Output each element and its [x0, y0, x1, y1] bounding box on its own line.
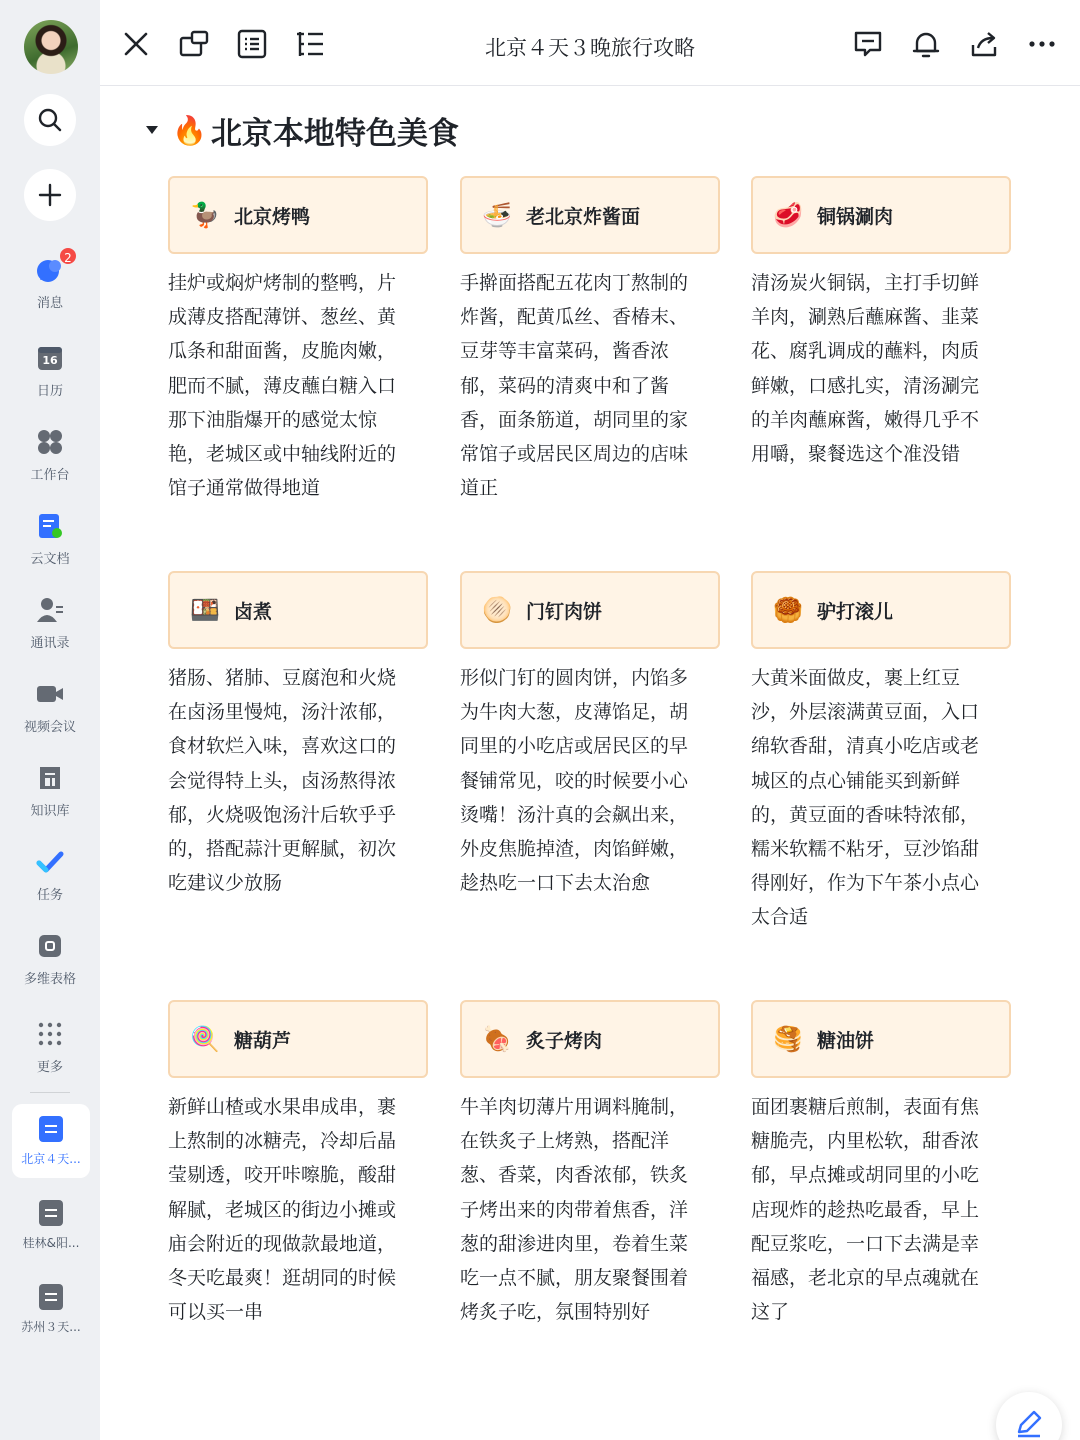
food-emoji-icon: 🥩 [773, 201, 803, 229]
food-description [168, 661, 418, 900]
food-card-header [168, 176, 428, 254]
description-line: 糖脆壳，内里松软，甜香浓 [751, 1130, 980, 1153]
close-button[interactable] [120, 28, 152, 60]
description-line: 沙，外层滚满黄豆面，入口 [751, 701, 980, 724]
description-line: 食材软烂入味，喜欢这口的 [168, 735, 397, 758]
food-card-header [751, 571, 1011, 649]
description-line: 子烤出来的肉带着焦香，洋 [460, 1198, 689, 1221]
description-line: 新鲜山楂或水果串成串，裹 [168, 1096, 397, 1118]
description-line: 这了 [751, 1301, 790, 1324]
description-line: 烤炙子吃，氛围特别好 [460, 1301, 651, 1324]
base-table-icon [36, 932, 64, 960]
food-card [168, 1000, 428, 1329]
description-line: 冬天吃最爽！逛胡同的时候 [168, 1267, 397, 1290]
description-line: 馆子通常做得地道 [168, 477, 321, 500]
outline-icon [295, 29, 325, 59]
food-card [460, 176, 720, 505]
description-line: 餐铺常见，咬的时候要小心 [460, 769, 689, 792]
description-line: 大黄米面做皮，裹上红豆 [751, 667, 961, 689]
food-card-header [460, 571, 720, 649]
workbench-icon [36, 428, 64, 456]
nav-item-calendar[interactable] [0, 340, 100, 410]
contacts-icon [36, 596, 64, 624]
food-emoji-icon: 🍱 [190, 596, 220, 624]
recent-doc-guilin[interactable] [12, 1188, 90, 1262]
description-line: 清汤炭火铜锅，主打手切鲜 [751, 272, 980, 294]
document-title: 北京４天３晚旅行攻略 [485, 36, 695, 60]
collapse-caret-icon[interactable] [146, 126, 158, 134]
close-icon [123, 31, 149, 57]
description-line: 猪肠、猪肺、豆腐泡和火烧 [168, 667, 397, 689]
bell-icon [911, 29, 941, 59]
food-card [751, 176, 1011, 471]
description-line: 店现炸的趁热吃最香，早上 [751, 1198, 980, 1221]
food-description [751, 266, 1001, 471]
food-emoji-icon: 🥞 [773, 1025, 803, 1053]
description-line: 常馆子或居民区周边的店味 [460, 443, 689, 466]
food-emoji-icon: 🍭 [190, 1025, 220, 1053]
search-icon [37, 107, 63, 133]
doc-icon [39, 1116, 63, 1142]
description-line: 炸酱，配黄瓜丝、香椿末、 [460, 306, 689, 329]
description-line: 花、腐乳调成的蘸料，肉质 [751, 340, 980, 363]
more-grid-icon [36, 1020, 64, 1048]
description-line: 外皮焦脆掉渣，肉馅鲜嫩， [460, 838, 689, 861]
food-name: 门钉肉饼 [526, 600, 603, 623]
message-icon [36, 251, 72, 284]
description-line: 的，搭配蒜汁更解腻，初次 [168, 838, 397, 861]
nav-label: 日历 [36, 384, 63, 399]
sidebar-divider [30, 1092, 70, 1093]
description-line: 吃建议少放肠 [168, 872, 283, 895]
description-line: 手擀面搭配五花肉丁熬制的 [460, 272, 689, 294]
description-line: 豆芽等丰富菜码，酱香浓 [460, 340, 670, 363]
window-switch-button[interactable] [178, 28, 210, 60]
food-card [460, 1000, 720, 1329]
nav-label: 知识库 [30, 804, 70, 819]
description-line: 可以买一串 [168, 1301, 264, 1324]
food-name: 老北京炸酱面 [526, 205, 641, 228]
nav-item-base-table[interactable] [0, 928, 100, 998]
description-line: 得刚好，作为下午茶小点心 [751, 872, 980, 895]
nav-label: 消息 [36, 296, 63, 311]
food-card [751, 1000, 1011, 1329]
food-name: 糖葫芦 [234, 1029, 292, 1052]
doc-label: 桂林&阳... [22, 1236, 80, 1250]
food-emoji-icon: 🍖 [482, 1025, 512, 1053]
description-line: 为牛肉大葱，皮薄馅足，胡 [460, 701, 689, 724]
food-description [168, 266, 418, 505]
nav-item-contacts[interactable] [0, 592, 100, 662]
video-meeting-icon [36, 680, 64, 708]
description-line: 绵软香甜，清真小吃店或老 [751, 735, 980, 758]
fire-icon: 🔥 [172, 113, 207, 147]
outline-button[interactable] [294, 28, 326, 60]
description-line: 葱的甜渗进肉里，卷着生菜 [460, 1232, 689, 1255]
knowledge-base-icon [36, 764, 64, 792]
description-line: 的羊肉蘸麻酱，嫩得几乎不 [751, 408, 980, 431]
list-icon [237, 29, 267, 59]
description-line: 道正 [460, 477, 499, 500]
plus-icon [37, 182, 63, 208]
description-line: 上熬制的冰糖壳，冷却后晶 [168, 1130, 397, 1153]
notifications-button[interactable] [910, 28, 942, 60]
cloud-doc-icon [36, 512, 64, 540]
food-emoji-icon: 🍜 [482, 201, 512, 229]
description-line: 会觉得特上头，卤汤熬得浓 [168, 769, 397, 792]
nav-item-messages[interactable] [0, 252, 100, 322]
food-name: 卤煮 [234, 600, 273, 623]
food-card-header [751, 176, 1011, 254]
doc-label: 苏州３天... [21, 1320, 81, 1334]
food-name: 驴打滚儿 [817, 600, 894, 623]
nav-item-workbench[interactable] [0, 424, 100, 494]
description-line: 成薄皮搭配薄饼、葱丝、黄 [168, 306, 397, 329]
more-button[interactable] [1026, 28, 1058, 60]
unread-badge: 2 [58, 246, 78, 266]
calendar-icon [36, 344, 64, 372]
nav-item-cloud-docs[interactable] [0, 508, 100, 578]
nav-label: 视频会议 [23, 720, 76, 735]
description-line: 郁，菜码的清爽中和了酱 [460, 374, 670, 397]
description-line: 烫嘴！汤汁真的会飙出来， [460, 803, 689, 826]
calendar-day: 16 [42, 354, 58, 367]
food-card-header [460, 1000, 720, 1078]
description-line: 面团裹糖后煎制，表面有焦 [751, 1096, 980, 1118]
description-line: 瓜条和甜面酱，皮脆肉嫩， [168, 340, 397, 363]
description-line: 在铁炙子上烤熟，搭配洋 [460, 1130, 670, 1153]
description-line: 艳，老城区或中轴线附近的 [168, 443, 397, 466]
description-line: 趁热吃一口下去太治愈 [460, 872, 651, 895]
description-line: 解腻，老城区的街边小摊或 [168, 1198, 397, 1221]
description-line: 同里的小吃店或居民区的早 [460, 735, 689, 758]
food-description [751, 1090, 1001, 1329]
food-name: 铜锅涮肉 [817, 205, 894, 228]
description-line: 吃一点不腻，朋友聚餐围着 [460, 1267, 689, 1290]
food-emoji-icon: 🦆 [190, 201, 220, 229]
pencil-icon [1014, 1408, 1044, 1438]
description-line: 肥而不腻，薄皮蘸白糖入口 [168, 374, 397, 397]
food-card [168, 571, 428, 900]
nav-label: 工作台 [30, 468, 70, 483]
edit-button[interactable] [996, 1392, 1062, 1440]
food-name: 炙子烤肉 [526, 1029, 603, 1052]
food-description [460, 661, 710, 900]
description-line: 用嚼，聚餐选这个准没错 [751, 443, 961, 466]
description-line: 庙会附近的现做款最地道， [168, 1232, 397, 1255]
share-icon [969, 29, 999, 59]
comments-button[interactable] [852, 28, 884, 60]
description-line: 葱、香菜，肉香浓郁，铁炙 [460, 1164, 689, 1187]
food-emoji-icon: 🫓 [482, 596, 512, 624]
food-card [751, 571, 1011, 935]
nav-item-video-meeting[interactable] [0, 676, 100, 746]
food-description [460, 1090, 710, 1329]
doc-icon [39, 1284, 63, 1310]
nav-label: 通讯录 [30, 636, 70, 651]
more-horizontal-icon [1027, 29, 1057, 59]
food-card [460, 571, 720, 900]
recent-doc-beijing[interactable] [12, 1104, 90, 1178]
search-button[interactable] [24, 94, 76, 146]
food-card-header [168, 571, 428, 649]
nav-item-more[interactable] [0, 1016, 100, 1086]
description-line: 在卤汤里慢炖，汤汁浓郁， [168, 701, 397, 724]
food-name: 糖油饼 [817, 1029, 875, 1052]
description-line: 太合适 [751, 906, 809, 929]
food-description [751, 661, 1001, 935]
description-line: 莹剔透，咬开咔嚓脆，酸甜 [168, 1164, 397, 1187]
food-description [460, 266, 710, 505]
description-line: 郁，早点摊或胡同里的小吃 [751, 1164, 980, 1187]
description-line: 福感，老北京的早点魂就在 [751, 1267, 980, 1290]
food-name: 北京烤鸭 [234, 205, 311, 228]
nav-label: 云文档 [30, 552, 70, 567]
add-button[interactable] [24, 169, 76, 221]
nav-label: 任务 [36, 888, 63, 903]
description-line: 城区的点心铺能买到新鲜 [751, 769, 961, 792]
food-card-header [751, 1000, 1011, 1078]
description-line: 牛羊肉切薄片用调料腌制， [460, 1096, 689, 1118]
food-emoji-icon: 🥮 [773, 596, 803, 624]
description-line: 羊肉，涮熟后蘸麻酱、韭菜 [751, 306, 980, 329]
food-card-header [168, 1000, 428, 1078]
description-line: 香，面条筋道，胡同里的家 [460, 408, 689, 431]
description-line: 的，黄豆面的香味特浓郁， [751, 803, 980, 826]
doc-icon [39, 1200, 63, 1226]
description-line: 形似门钉的圆肉饼，内馅多 [460, 667, 689, 689]
description-line: 鲜嫩，口感扎实，清汤涮完 [751, 374, 980, 397]
section-heading[interactable] [146, 108, 459, 152]
description-line: 郁，火烧吸饱汤汁后软乎乎 [168, 803, 397, 826]
doc-label: 北京４天... [21, 1152, 81, 1166]
nav-item-tasks[interactable] [0, 844, 100, 914]
avatar[interactable] [24, 20, 78, 74]
description-line: 那下油脂爆开的感觉太惊 [168, 408, 378, 431]
recent-doc-suzhou[interactable] [12, 1272, 90, 1346]
description-line: 糯米软糯不粘牙，豆沙馅甜 [751, 838, 980, 861]
task-icon [36, 848, 64, 876]
description-line: 配豆浆吃，一口下去满是幸 [751, 1232, 980, 1255]
food-card [168, 176, 428, 505]
share-button[interactable] [968, 28, 1000, 60]
doc-info-button[interactable] [236, 28, 268, 60]
food-card-header [460, 176, 720, 254]
window-switch-icon [179, 29, 209, 59]
sidebar [0, 0, 100, 1440]
description-line: 挂炉或焖炉烤制的整鸭，片 [168, 272, 397, 294]
food-description [168, 1090, 418, 1329]
nav-label: 多维表格 [23, 972, 76, 987]
comment-icon [853, 29, 883, 59]
section-title: 北京本地特色美食 [210, 115, 459, 152]
nav-label: 更多 [36, 1060, 63, 1075]
nav-item-knowledge-base[interactable] [0, 760, 100, 830]
top-bar [100, 0, 1080, 86]
